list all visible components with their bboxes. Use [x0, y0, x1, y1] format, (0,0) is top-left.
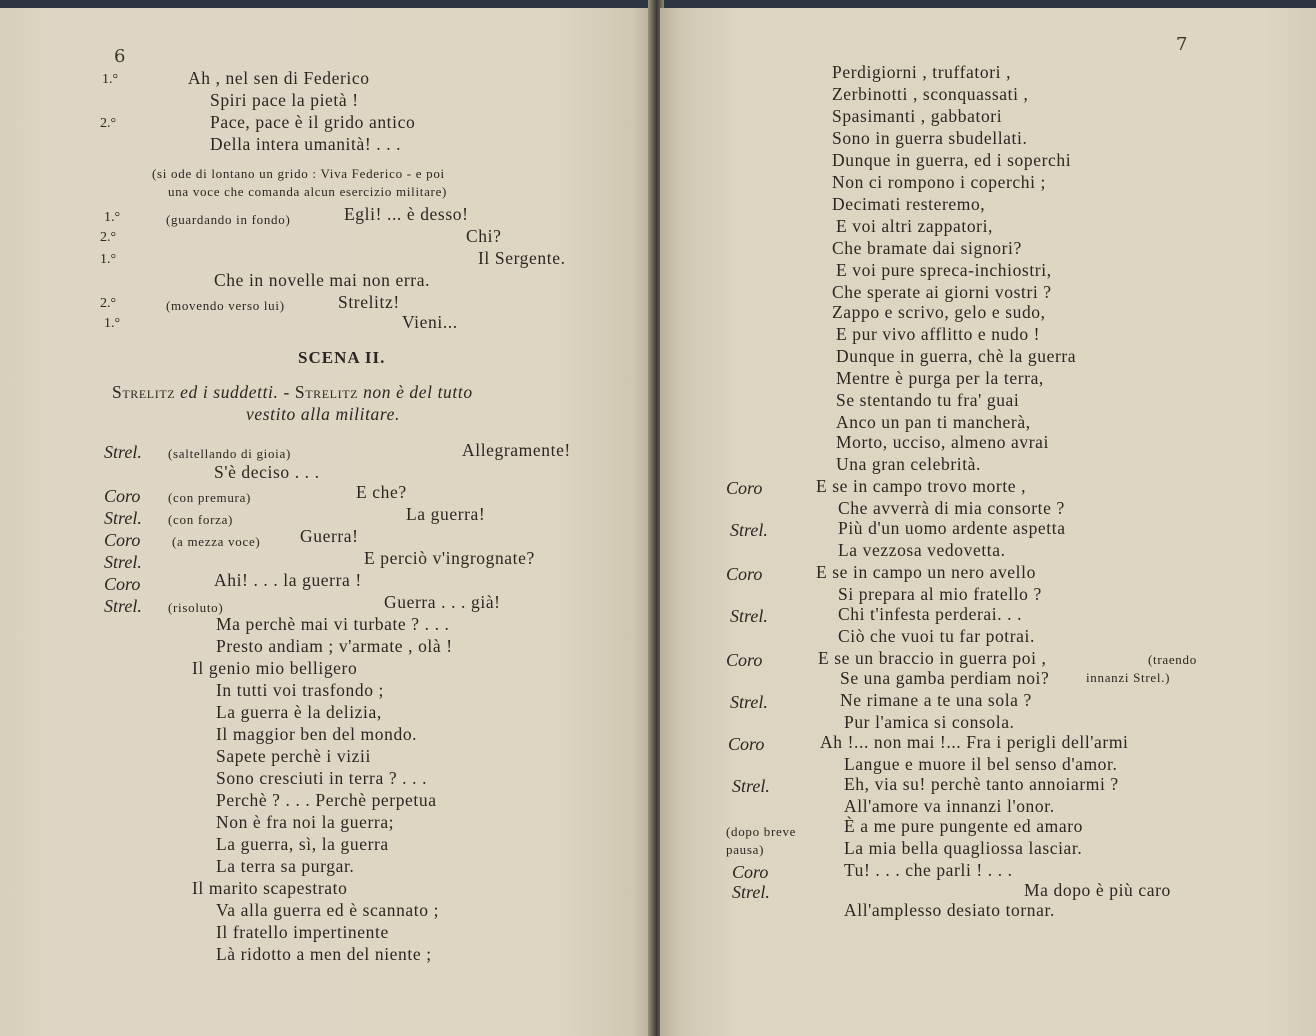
scene-text: non è del tutto [363, 382, 473, 402]
page-number-left: 6 [114, 46, 126, 67]
verse-line: In tutti voi trasfondo ; [216, 680, 384, 700]
stage-direction: (risoluto) [168, 600, 224, 615]
verse-line: Se stentando tu fra' guai [836, 390, 1020, 410]
speaker-number: 1.° [104, 210, 121, 225]
scene-title: SCENA II. [298, 348, 386, 367]
right-page [660, 8, 1316, 1036]
speaker-label: Strel. [730, 606, 768, 626]
verse-line: Chi? [466, 226, 502, 246]
verse-line: La terra sa purgar. [216, 856, 355, 876]
stage-direction: (dopo breve [726, 824, 797, 839]
verse-line: E se in campo un nero avello [816, 562, 1036, 582]
verse-line: Ah , nel sen di Federico [188, 68, 370, 88]
verse-line: Che avverrà di mia consorte ? [838, 498, 1065, 518]
verse-line: Guerra . . . già! [384, 592, 501, 612]
verse-line: Là ridotto a men del niente ; [216, 944, 432, 964]
stage-direction: (con premura) [168, 490, 252, 505]
speaker-label: Coro [726, 478, 763, 498]
stage-direction: (con forza) [168, 512, 234, 527]
verse-line: Si prepara al mio fratello ? [838, 584, 1042, 604]
speaker-label: Coro [726, 650, 763, 670]
verse-line: Non è fra noi la guerra; [216, 812, 395, 832]
verse-line: Ma perchè mai vi turbate ? . . . [216, 614, 450, 634]
verse-line: Anco un pan ti mancherà, [836, 412, 1031, 432]
page-number-right: 7 [1176, 34, 1188, 55]
verse-line: Ahi! . . . la guerra ! [214, 570, 362, 590]
verse-line: Il maggior ben del mondo. [216, 724, 418, 744]
verse-line: Il marito scapestrato [192, 878, 348, 898]
verse-line: Dunque in guerra, chè la guerra [836, 346, 1077, 366]
speaker-label: Coro [726, 564, 763, 584]
verse-line: Che in novelle mai non erra. [214, 270, 431, 290]
stage-direction: (traendo [1148, 652, 1197, 667]
speaker-label: Strel. [104, 596, 142, 616]
verse-line: Dunque in guerra, ed i soperchi [832, 150, 1072, 170]
verse-line: E voi pure spreca-inchiostri, [836, 260, 1052, 280]
verse-line: Sono cresciuti in terra ? . . . [216, 768, 428, 788]
speaker-label: Strel. [732, 776, 770, 796]
verse-line: Pur l'amica si consola. [844, 712, 1015, 732]
verse-line: Sapete perchè i vizii [216, 746, 371, 766]
speaker-label: Coro [104, 486, 141, 506]
verse-line: Guerra! [300, 526, 359, 546]
speaker-label: Strel. [730, 692, 768, 712]
speaker-label: Coro [104, 530, 141, 550]
verse-line: Una gran celebrità. [836, 454, 982, 474]
verse-line: Il Sergente. [478, 248, 566, 268]
verse-line: La guerra è la delizia, [216, 702, 382, 722]
verse-line: Più d'un uomo ardente aspetta [838, 518, 1066, 538]
speaker-number: 1.° [104, 316, 121, 331]
scene-description: vestito alla militare. [246, 404, 400, 424]
stage-direction: (a mezza voce) [172, 534, 261, 549]
speaker-label: Strel. [104, 508, 142, 528]
verse-line: Chi t'infesta perderai. . . [838, 604, 1023, 624]
verse-line: Ne rimane a te una sola ? [840, 690, 1032, 710]
character-name: Strelitz [294, 382, 359, 402]
verse-line: Ma dopo è più caro [1024, 880, 1171, 900]
verse-line: S'è deciso . . . [214, 462, 320, 482]
character-name: Strelitz [112, 382, 176, 402]
verse-line: Se una gamba perdiam noi? [840, 668, 1050, 688]
verse-line: È a me pure pungente ed amaro [844, 816, 1083, 836]
verse-line: La guerra, sì, la guerra [216, 834, 389, 854]
speaker-number: 1.° [100, 252, 117, 267]
verse-line: La vezzosa vedovetta. [838, 540, 1006, 560]
verse-line: Zerbinotti , sconquassati , [832, 84, 1029, 104]
stage-direction: pausa) [726, 842, 765, 857]
speaker-number: 1.° [102, 72, 119, 87]
verse-line: Della intera umanità! . . . [210, 134, 402, 154]
speaker-label: Strel. [730, 520, 768, 540]
verse-line: Mentre è purga per la terra, [836, 368, 1044, 388]
verse-line: Pace, pace è il grido antico [210, 112, 416, 132]
stage-direction: innanzi Strel.) [1086, 670, 1171, 685]
verse-line: Strelitz! [338, 292, 400, 312]
verse-line: E pur vivo afflitto e nudo ! [836, 324, 1041, 344]
speaker-label: Strel. [732, 882, 770, 902]
verse-line: Zappo e scrivo, gelo e sudo, [832, 302, 1046, 322]
verse-line: E voi altri zappatori, [836, 216, 994, 236]
verse-line: La mia bella quagliossa lasciar. [844, 838, 1083, 858]
verse-line: Eh, via su! perchè tanto annoiarmi ? [844, 774, 1119, 794]
speaker-label: Coro [104, 574, 141, 594]
verse-line: E che? [356, 482, 407, 502]
verse-line: La guerra! [406, 504, 486, 524]
speaker-label: Coro [728, 734, 765, 754]
verse-line: Il fratello impertinente [216, 922, 389, 942]
verse-line: Presto andiam ; v'armate , olà ! [216, 636, 453, 656]
speaker-label: Coro [732, 862, 769, 882]
verse-line: E se in campo trovo morte , [816, 476, 1027, 496]
verse-line: Vieni... [402, 312, 458, 332]
verse-line: Spasimanti , gabbatori [832, 106, 1003, 126]
stage-direction: una voce che comanda alcun esercizio militare) [168, 184, 448, 199]
verse-line: Ciò che vuoi tu far potrai. [838, 626, 1035, 646]
verse-line: Decimati resteremo, [832, 194, 986, 214]
stage-direction: (si ode di lontano un grido : Viva Federico - e poi [152, 166, 445, 181]
speaker-number: 2.° [100, 230, 117, 245]
verse-line: Perchè ? . . . Perchè perpetua [216, 790, 437, 810]
verse-line: E perciò v'ingrognate? [364, 548, 535, 568]
stage-direction: (guardando in fondo) [166, 212, 291, 227]
speaker-number: 2.° [100, 296, 117, 311]
verse-line: Tu! . . . che parli ! . . . [844, 860, 1013, 880]
speaker-label: Strel. [104, 552, 142, 572]
verse-line: Non ci rompono i coperchi ; [832, 172, 1046, 192]
scene-text: ed i suddetti. - [180, 382, 290, 402]
stage-direction: (saltellando di gioia) [168, 446, 291, 461]
verse-line: Che sperate ai giorni vostri ? [832, 282, 1052, 302]
verse-line: Perdigiorni , truffatori , [832, 62, 1012, 82]
verse-line: Il genio mio belligero [192, 658, 358, 678]
verse-line: Morto, ucciso, almeno avrai [836, 432, 1050, 452]
verse-line: Va alla guerra ed è scannato ; [216, 900, 440, 920]
verse-line: Ah !... non mai !... Fra i perigli dell'armi [820, 732, 1129, 752]
verse-line: Langue e muore il bel senso d'amor. [844, 754, 1118, 774]
verse-line: Allegramente! [462, 440, 571, 460]
left-page [0, 8, 652, 1036]
verse-line: E se un braccio in guerra poi , [818, 648, 1047, 668]
scene-description [112, 382, 473, 402]
speaker-number: 2.° [100, 116, 117, 131]
verse-line: Spiri pace la pietà ! [210, 90, 359, 110]
stage-direction: (movendo verso lui) [166, 298, 285, 313]
verse-line: Che bramate dai signori? [832, 238, 1022, 258]
verse-line: Egli! ... è desso! [344, 204, 469, 224]
verse-line: All'amore va innanzi l'onor. [844, 796, 1055, 816]
verse-line: All'amplesso desiato tornar. [844, 900, 1055, 920]
speaker-label: Strel. [104, 442, 142, 462]
verse-line: Sono in guerra sbudellati. [832, 128, 1028, 148]
